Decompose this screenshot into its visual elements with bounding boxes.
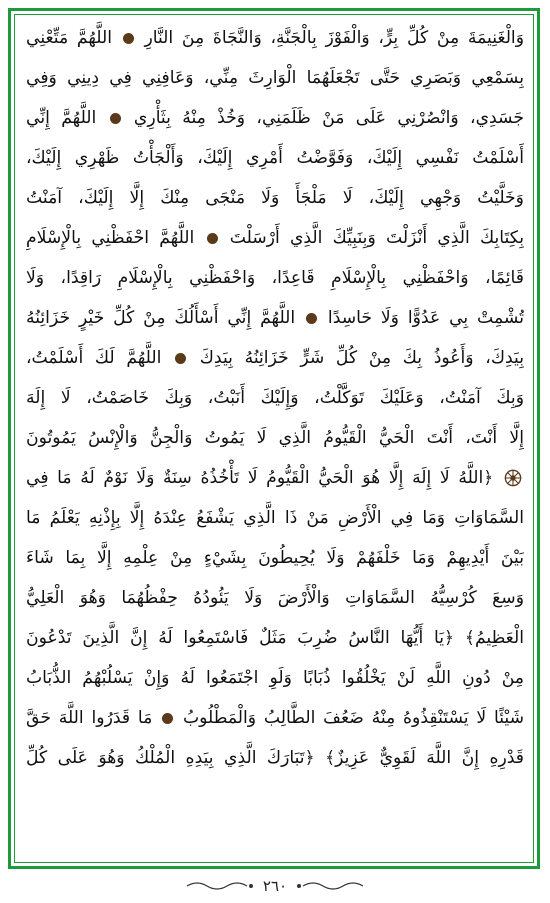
text-line: بَيْنَ أَيْدِيهِمْ وَمَا خَلْفَهُمْ وَلَا يُحِيطُونَ بِشَيْءٍ مِنْ عِلْمِهِ إِلَّا بِمَا شَاءَ <box>26 548 524 568</box>
text-line: إِلَّا أَنْتَ، أَنْتَ الْحَيُّ الْقَيُّومُ الَّذِي لَا يَمُوتُ وَالْجِنُّ وَالْإِنْسُ يَمُوتُونَ <box>26 428 524 448</box>
page-number: ٢٦٠ <box>262 877 288 895</box>
section-separator-icon <box>123 33 134 44</box>
text-line: وَالْغَنِيمَةَ مِنْ كُلِّ بِرٍّ، وَالْفَوْزَ بِالْجَنَّةِ، وَالنَّجَاةَ مِنَ النَّارِ اللَّهُمَّ مَتِّعْنِي <box>26 28 524 48</box>
text-line: السَّمَاوَاتِ وَمَا فِي الْأَرْضِ مَنْ ذَا الَّذِي يَشْفَعُ عِنْدَهُ إِلَّا بِإِذْنِهِ يَعْلَمُ مَا <box>26 508 524 528</box>
text-line: جَسَدِي، وَانْصُرْنِي عَلَى مَنْ ظَلَمَنِي، وَخُذْ مِنْهُ بِثَأْرِي اللَّهُمَّ إِنِّي <box>26 108 524 128</box>
text-line: بِسَمْعِي وَبَصَرِي حَتَّى تَجْعَلَهُمَا الْوَارِثَ مِنِّي، وَعَافِنِي فِي دِينِي وَفِي <box>26 68 524 88</box>
page-flourish-icon <box>295 880 365 892</box>
text-line: مِنْ دُونِ اللَّهِ لَنْ يَخْلُقُوا ذُبَابًا وَلَوِ اجْتَمَعُوا لَهُ وَإِنْ يَسْلُبْهُمُ الذُّبَابُ <box>26 668 524 688</box>
rosette-icon <box>504 469 522 487</box>
text-line: قَدْرِهِ إِنَّ اللَّهَ لَقَوِيٌّ عَزِيزٌ﴾ ﴿تَبَارَكَ الَّذِي بِيَدِهِ الْمُلْكُ وَهُوَ عَلَى كُلِّ <box>26 748 524 768</box>
page-text <box>26 18 524 778</box>
text-line: شَيْئًا لَا يَسْتَنْقِذُوهُ مِنْهُ ضَعُفَ الطَّالِبُ وَالْمَطْلُوبُ مَا قَدَرُوا اللَّهَ حَقَّ <box>26 708 524 728</box>
section-separator-icon <box>110 113 121 124</box>
section-separator-icon <box>175 353 186 364</box>
text-line: ﴿اللَّهُ لَا إِلَهَ إِلَّا هُوَ الْحَيُّ الْقَيُّومُ لَا تَأْخُذُهُ سِنَةٌ وَلَا نَوْمٌ لَهُ مَا فِي <box>26 458 524 498</box>
text-line: بِكِتَابِكَ الَّذِي أَنْزَلْتَ وَبِنَبِيِّكَ الَّذِي أَرْسَلْتَ اللَّهُمَّ احْفَظْنِي بِالْإِسْلَامِ <box>26 228 524 248</box>
text-line: أَسْلَمْتُ نَفْسِي إِلَيْكَ، وَفَوَّضْتُ أَمْرِي إِلَيْكَ، وَأَلْجَأْتُ ظَهْرِي إِلَيْكَ، <box>26 148 524 168</box>
text-line: الْعَظِيمُ﴾ ﴿يَا أَيُّهَا النَّاسُ ضُرِبَ مَثَلٌ فَاسْتَمِعُوا لَهُ إِنَّ الَّذِينَ تَدْعُونَ <box>26 628 524 648</box>
text-line: وَخَلَّيْتُ وَجْهِي إِلَيْكَ، لَا مَلْجَأَ وَلَا مَنْجَى مِنْكَ إِلَّا إِلَيْكَ، آمَنْتُ <box>26 188 524 208</box>
text-line: بِيَدِكَ، وَأَعُوذُ بِكَ مِنْ كُلِّ شَرٍّ خَزَائِنُهُ بِيَدِكَ اللَّهُمَّ لَكَ أَسْلَمْتُ، <box>26 348 524 368</box>
text-line: قَائِمًا، وَاحْفَظْنِي بِالْإِسْلَامِ قَاعِدًا، وَاحْفَظْنِي بِالْإِسْلَامِ رَاقِدًا، وَلَا <box>26 268 524 288</box>
section-separator-icon <box>207 233 218 244</box>
page-footer <box>0 869 550 903</box>
section-separator-icon <box>306 313 317 324</box>
section-separator-icon <box>162 713 173 724</box>
text-line: وَبِكَ آمَنْتُ، وَعَلَيْكَ تَوَكَّلْتُ، وَإِلَيْكَ أَنَبْتُ، وَبِكَ خَاصَمْتُ، لَا إِلَهَ <box>26 388 524 408</box>
text-line: وَسِعَ كُرْسِيُّهُ السَّمَاوَاتِ وَالْأَرْضَ وَلَا يَئُودُهُ حِفْظُهُمَا وَهُوَ الْعَلِيُّ <box>26 588 524 608</box>
text-line: تُشْمِتْ بِي عَدُوًّا وَلَا حَاسِدًا اللَّهُمَّ إِنِّي أَسْأَلُكَ مِنْ كُلِّ خَيْرٍ خَزَائِنُهُ <box>26 308 524 328</box>
page-flourish-icon <box>185 880 255 892</box>
